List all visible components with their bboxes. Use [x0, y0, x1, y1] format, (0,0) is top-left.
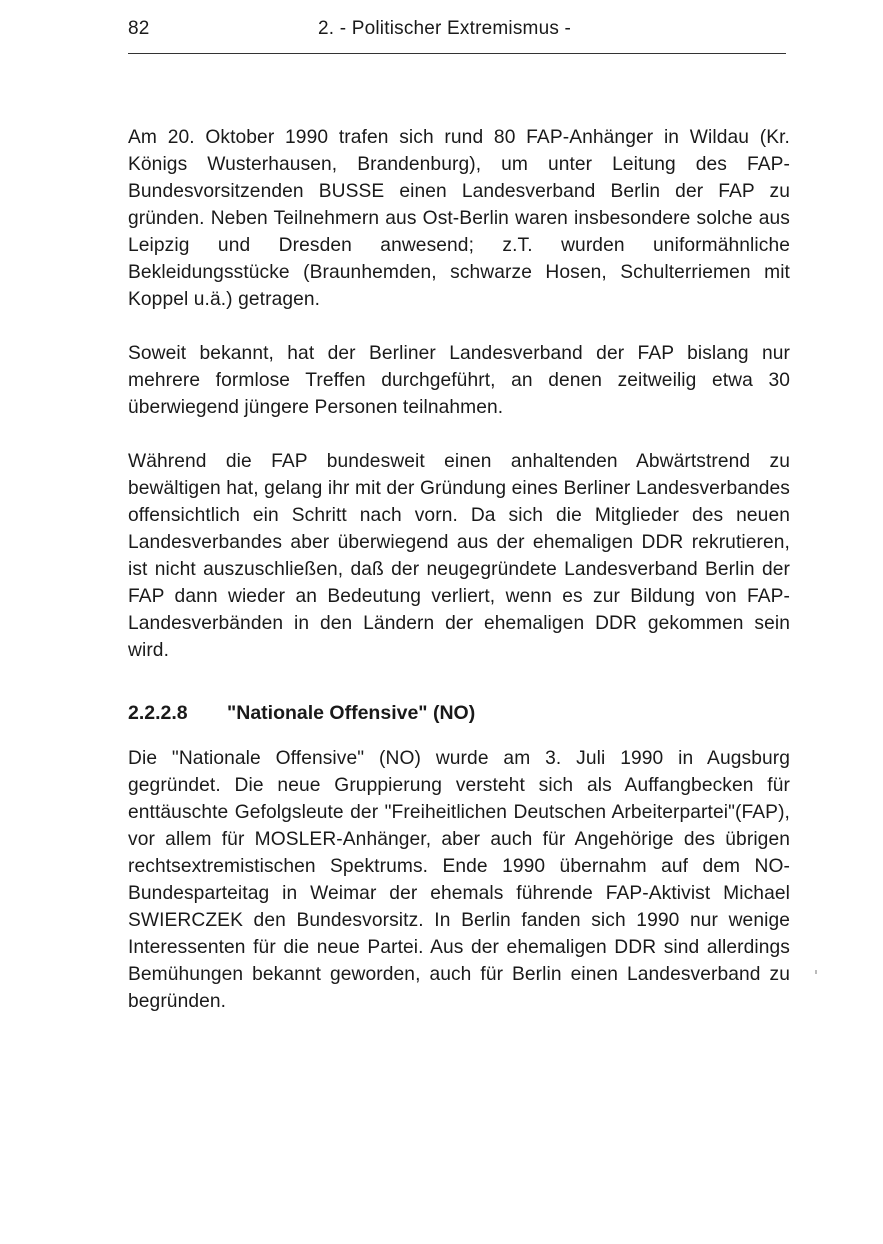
paragraph-fap-outlook: Während die FAP bundesweit einen anhaltenden Abwärtstrend zu bewältigen hat, gelang ihr mit der Gründung eines Berliner Landesverbandes offensichtlich ein Schritt nach vorn. Da sich die Mitglieder des neuen Landesverbandes aber überwiegend aus der ehemaligen DDR rekrutieren, ist nicht auszuschließen, daß der neugegründete Landesverband Berlin der FAP dann wieder an Bedeutung verliert, wenn es zur Bildung von FAP-Landesverbänden in den Ländern der ehemaligen DDR gekommen sein wird. [128, 451, 790, 661]
paragraph-berlin-meetings: Soweit bekannt, hat der Berliner Landesverband der FAP bislang nur mehrere formlose Treffen durchgeführt, an denen zeitweilig etwa 30 überwiegend jüngere Personen teilnahmen. [128, 343, 790, 418]
document-body [128, 124, 790, 1015]
header-divider [128, 53, 786, 54]
margin-mark [815, 970, 817, 974]
running-title: 2. - Politischer Extremismus - [318, 18, 572, 39]
paragraph-nationale-offensive: Die "Nationale Offensive" (NO) wurde am 3. Juli 1990 in Augsburg gegründet. Die neue Gruppierung versteht sich als Auffangbecken für enttäuschte Gefolgsleute der "Freiheitlichen Deutschen Arbeiterpartei"(FAP), vor allem für MOSLER-Anhänger, aber auch für Angehörige des übrigen rechtsextremistischen Spektrums. Ende 1990 übernahm auf dem NO-Bundesparteitag in Weimar der ehemals führende FAP-Aktivist Michael SWIERCZEK den Bundesvorsitz. In Berlin fanden sich 1990 nur wenige Interessenten für die neue Partei. Aus der ehemaligen DDR sind allerdings Bemühungen bekannt geworden, auch für Berlin einen Landesverband zu begründen. [128, 748, 790, 1012]
page-number: 82 [128, 18, 150, 39]
paragraph-fap-berlin-founding: Am 20. Oktober 1990 trafen sich rund 80 FAP-Anhänger in Wildau (Kr. Königs Wusterhausen, Brandenburg), um unter Leitung des FAP-Bundesvorsitzenden BUSSE einen Landesverband Berlin der FAP zu gründen. Neben Teilnehmern aus Ost-Berlin waren insbesondere solche aus Leipzig und Dresden anwesend; z.T. wurden uniformähnliche Bekleidungsstücke (Braunhemden, schwarze Hosen, Schulterriemen mit Koppel u.ä.) getragen. [128, 127, 790, 310]
section-heading [128, 700, 790, 727]
section-title: "Nationale Offensive" (NO) [227, 702, 476, 724]
page-header [128, 18, 788, 46]
section-number: 2.2.2.8 [128, 702, 188, 724]
